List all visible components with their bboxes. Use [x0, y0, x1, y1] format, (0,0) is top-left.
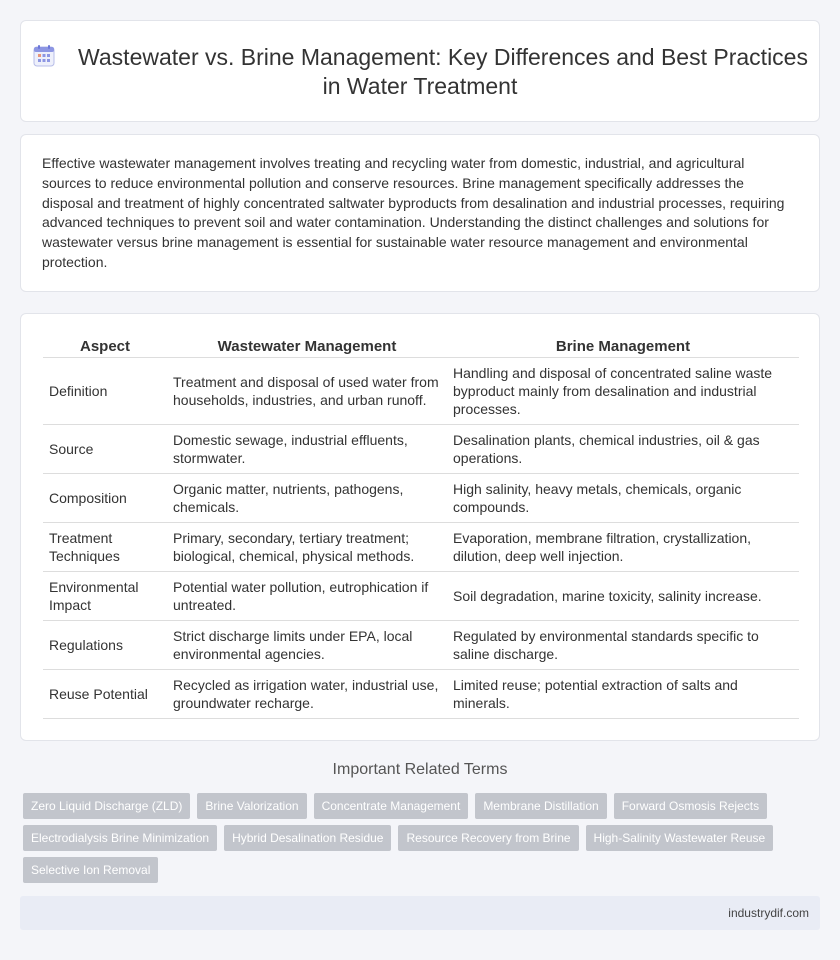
- related-term-tag[interactable]: Selective Ion Removal: [23, 857, 158, 883]
- brine-cell: Limited reuse; potential extraction of salts and minerals.: [447, 669, 799, 718]
- table-row: [43, 522, 799, 571]
- related-terms-heading: Important Related Terms: [332, 761, 508, 778]
- aspect-cell: Source: [43, 424, 167, 473]
- related-term-tag[interactable]: Brine Valorization: [197, 793, 306, 819]
- header-wastewater: Wastewater Management: [167, 334, 447, 357]
- brine-cell: Regulated by environmental standards specific to saline discharge.: [447, 620, 799, 669]
- aspect-cell: Treatment Techniques: [43, 522, 167, 571]
- wastewater-cell: Treatment and disposal of used water from households, industries, and urban runoff.: [167, 357, 447, 424]
- wastewater-cell: Domestic sewage, industrial effluents, stormwater.: [167, 424, 447, 473]
- aspect-cell: Definition: [43, 357, 167, 424]
- table-row: [43, 473, 799, 522]
- title-wrap: [21, 43, 819, 101]
- header-aspect: Aspect: [43, 334, 167, 357]
- aspect-cell: Composition: [43, 473, 167, 522]
- table-row: [43, 571, 799, 620]
- header-card: [20, 20, 820, 122]
- related-term-tag[interactable]: Concentrate Management: [314, 793, 469, 819]
- related-term-tag[interactable]: Electrodialysis Brine Minimization: [23, 825, 217, 851]
- footer-site-link[interactable]: industrydif.com: [728, 906, 809, 920]
- wastewater-cell: Potential water pollution, eutrophication if untreated.: [167, 571, 447, 620]
- related-term-tag[interactable]: Hybrid Desalination Residue: [224, 825, 391, 851]
- related-term-tag[interactable]: Membrane Distillation: [475, 793, 606, 819]
- comparison-table-card: [20, 313, 820, 741]
- page-title: Wastewater vs. Brine Management: Key Differences and Best Practices in Water Treatment: [78, 44, 808, 99]
- wastewater-cell: Primary, secondary, tertiary treatment; biological, chemical, physical methods.: [167, 522, 447, 571]
- related-terms-list: [23, 793, 803, 883]
- table-row: [43, 620, 799, 669]
- wastewater-cell: Organic matter, nutrients, pathogens, chemicals.: [167, 473, 447, 522]
- header-brine: Brine Management: [447, 334, 799, 357]
- intro-card: [20, 134, 820, 292]
- footer-bar: [20, 896, 820, 930]
- related-term-tag[interactable]: High-Salinity Wastewater Reuse: [586, 825, 774, 851]
- aspect-cell: Reuse Potential: [43, 669, 167, 718]
- brine-cell: Desalination plants, chemical industries, oil & gas operations.: [447, 424, 799, 473]
- brine-cell: High salinity, heavy metals, chemicals, organic compounds.: [447, 473, 799, 522]
- wastewater-cell: Recycled as irrigation water, industrial use, groundwater recharge.: [167, 669, 447, 718]
- intro-paragraph: Effective wastewater management involves treating and recycling water from domestic, industrial, and agricultural sources to reduce environmental pollution and conserve resources. Brine management specifically addresses the disposal and treatment of highly concentrated saltwater byproducts from desalination and industrial processes, requiring advanced techniques to prevent soil and water contamination. Understanding the distinct challenges and solutions for wastewater versus brine management is essential for sustainable water resource management and environmental protection.: [42, 155, 785, 270]
- table-row: [43, 424, 799, 473]
- table-row: [43, 669, 799, 718]
- comparison-table: [43, 334, 799, 719]
- wastewater-cell: Strict discharge limits under EPA, local environmental agencies.: [167, 620, 447, 669]
- table-header-row: [43, 334, 799, 357]
- table-row: [43, 357, 799, 424]
- building-calendar-icon: [32, 44, 56, 68]
- brine-cell: Handling and disposal of concentrated saline waste byproduct mainly from desalination and industrial processes.: [447, 357, 799, 424]
- related-term-tag[interactable]: Resource Recovery from Brine: [398, 825, 578, 851]
- brine-cell: Evaporation, membrane filtration, crystallization, dilution, deep well injection.: [447, 522, 799, 571]
- aspect-cell: Environmental Impact: [43, 571, 167, 620]
- related-term-tag[interactable]: Forward Osmosis Rejects: [614, 793, 767, 819]
- related-term-tag[interactable]: Zero Liquid Discharge (ZLD): [23, 793, 190, 819]
- aspect-cell: Regulations: [43, 620, 167, 669]
- brine-cell: Soil degradation, marine toxicity, salinity increase.: [447, 571, 799, 620]
